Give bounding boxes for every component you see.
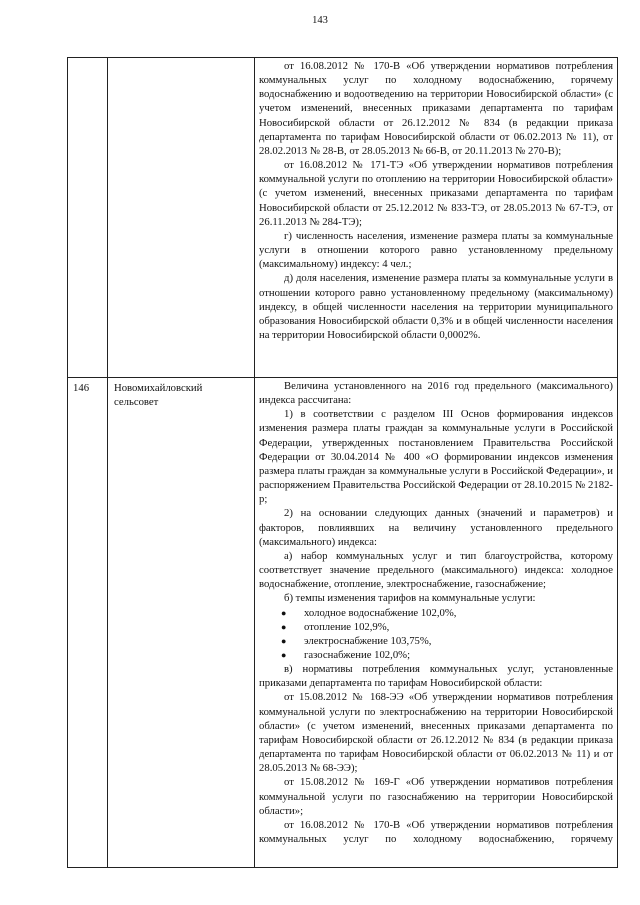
justification-cell: [255, 58, 618, 378]
page-number: 143: [312, 15, 328, 26]
municipality-cell: [108, 58, 255, 378]
municipality-type: сельсовет: [114, 396, 159, 409]
list-item: ● электроснабжение 103,75%,: [281, 634, 432, 647]
row-number: 146: [73, 382, 90, 394]
indices-table: [67, 57, 618, 868]
paragraph: д) доля населения, изменение размера платы за коммунальные услуги в отношении которого равно установленному предельному (максимальному) индексу, в общей численности населения на территории муниципального образования Новосибирской области 0,3% и в общей численности населения на территории Новосибирской области 0,0002%.: [259, 272, 613, 341]
table-row: [68, 58, 618, 378]
paragraph: от 16.08.2012 № 170-В «Об утверждении нормативов потребления коммунальных услуг по холодному водоснабжению, горячему водоснабжению и водоотведению на территории Новосибирской области» (с учетом изменений, внесенных приказами департамента по тарифам Новосибирской области от 26.12.2012 № 834 (в редакции приказа департамента по тарифам Новосибирской области от 06.02.2013 № 11), от 28.02.2013 № 28-В, от 28.05.2013 № 66-В, от 20.11.2013 № 270-В);: [259, 60, 613, 157]
paragraph: от 15.08.2012 № 168-ЭЭ «Об утверждении нормативов потребления коммунальной услуги по электроснабжению на территории Новосибирской области» (с учетом изменений, внесенных приказами департамента по тарифам Новосибирской области от 26.12.2012 № 834 (в редакции приказа департамента по тарифам Новосибирской области от 06.02.2013 № 11) и от 28.05.2013 № 68-ЭЭ);: [259, 691, 613, 775]
paragraph: от 16.08.2012 № 170-В «Об утверждении нормативов потребления коммунальных услуг по холодному водоснабжению, горячему: [259, 818, 613, 845]
municipality-cell: [108, 378, 255, 868]
bullet-icon: ●: [281, 607, 287, 618]
paragraph: от 16.08.2012 № 171-ТЭ «Об утверждении нормативов потребления коммунальной услуги по отоплению на территории Новосибирской области» (с учетом изменений, внесенных приказами департамента по тарифам Новосибирской области от 25.12.2012 № 833-ТЭ, от 28.05.2013 № 67-ТЭ, от 26.11.2013 № 284-ТЭ);: [259, 159, 613, 228]
paragraph: г) численность населения, изменение размера платы за коммунальные услуги в отношении которого равно установленному предельному (максимальному) индексу: 4 чел.;: [259, 229, 613, 271]
row-number-cell: [68, 378, 108, 868]
paragraph: от 15.08.2012 № 169-Г «Об утверждении нормативов потребления коммунальной услуги по газоснабжению на территории Новосибирской области»;: [259, 776, 613, 817]
municipality-name: Новомихайловский: [114, 382, 203, 394]
paragraph: Величина установленного на 2016 год предельного (максимального) индекса рассчитана:: [259, 380, 613, 407]
bullet-icon: ●: [281, 635, 287, 646]
paragraph: б) темпы изменения тарифов на коммунальные услуги:: [284, 592, 536, 605]
paragraph: а) набор коммунальных услуг и тип благоустройства, которому соответствует значение предельного (максимального) индекса: холодное водоснабжение, отопление, электроснабжение, газоснабжение;: [259, 549, 613, 591]
paragraph: 1) в соответствии с разделом III Основ формирования индексов изменения размера платы граждан за коммунальные услуги в Российской Федерации, утвержденных постановлением Правительства Российской Федерации от 30.04.2014 № 400 «О формировании индексов изменения размера платы граждан за коммунальные услуги в Российской Федерации», и распоряжением Правительства Российской Федерации от 28.10.2015 № 2182-р;: [259, 408, 613, 506]
justification-cell: [255, 378, 618, 868]
paragraph: в) нормативы потребления коммунальных услуг, установленные приказами департамента по тарифам Новосибирской области:: [259, 663, 613, 690]
list-item: ● холодное водоснабжение 102,0%,: [281, 606, 457, 619]
bullet-icon: ●: [281, 621, 287, 632]
table-row: [68, 378, 618, 868]
paragraph: 2) на основании следующих данных (значений и параметров) и факторов, повлиявших на величину установленного предельного (максимального) индекса:: [259, 507, 613, 548]
bullet-icon: ●: [281, 649, 287, 660]
list-item: ● отопление 102,9%,: [281, 620, 390, 633]
list-item: ● газоснабжение 102,0%;: [281, 648, 411, 661]
tariff-growth-list: [259, 606, 613, 663]
row-number-cell: [68, 58, 108, 378]
